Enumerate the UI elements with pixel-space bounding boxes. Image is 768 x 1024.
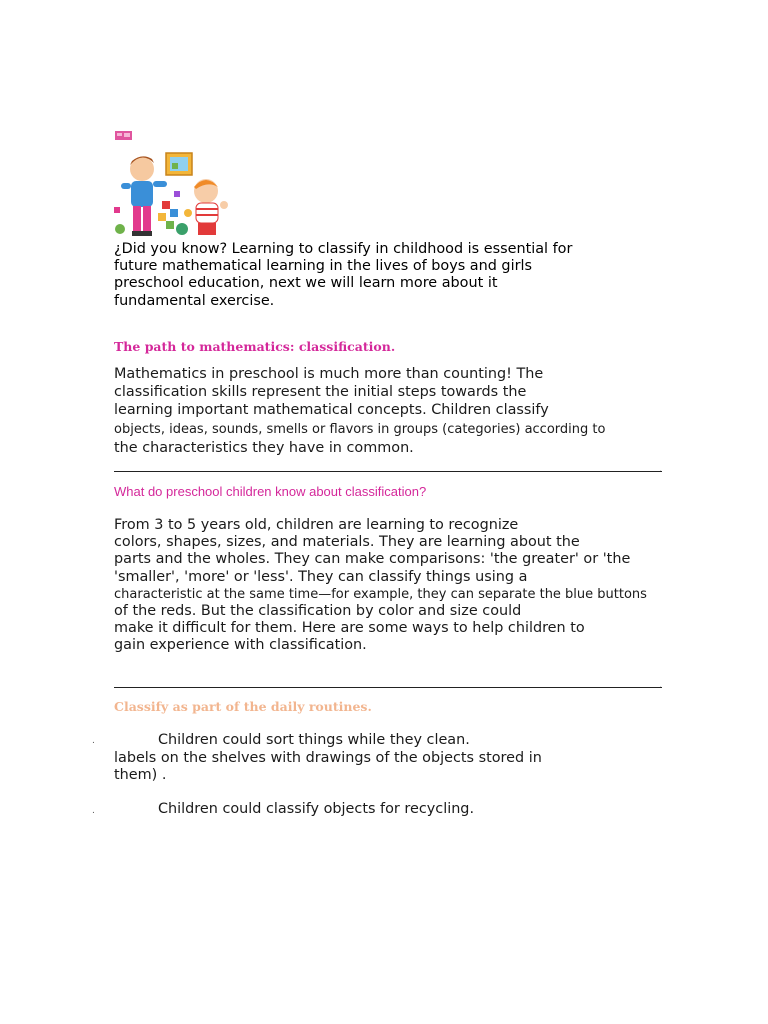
separator-line (114, 687, 662, 688)
bullet-text: Children could classify objects for recycling. (158, 801, 475, 817)
bullet-continuation: them) . (114, 767, 167, 783)
separator-end-mark: . (659, 464, 663, 475)
paragraph-line: Mathematics in preschool is much more than counting! The (114, 366, 544, 382)
paragraph-line: make it difficult for them. Here are some ways to help children to (114, 620, 585, 637)
paragraph-line: From 3 to 5 years old, children are learning to recognize (114, 517, 519, 533)
section1-paragraph (114, 366, 605, 457)
children-playing-illustration (112, 149, 232, 241)
paragraph-line: characteristic at the same time—for example, they can separate the blue buttons (114, 586, 647, 602)
section2-paragraph (114, 517, 647, 655)
separator-end-mark: . (659, 680, 663, 691)
paragraph-line: the characteristics they have in common. (114, 439, 414, 456)
paragraph-line: classification skills represent the initial steps towards the (114, 384, 527, 401)
intro-line: ¿Did you know? Learning to classify in childhood is essential for (114, 241, 573, 257)
section-heading-what-children-know: What do preschool children know about classification? (114, 484, 427, 499)
separator-line (114, 471, 662, 472)
paragraph-line: learning important mathematical concepts. Children classify (114, 402, 549, 419)
bullet-text: Children could sort things while they clean. (158, 732, 470, 748)
pink-marker-icon (114, 129, 134, 141)
intro-line: future mathematical learning in the lives of boys and girls (114, 258, 532, 275)
section-heading-daily-routines: Classify as part of the daily routines. (114, 699, 372, 714)
intro-paragraph (114, 241, 572, 310)
paragraph-line: of the reds. But the classification by color and size could (114, 603, 522, 620)
paragraph-line: colors, shapes, sizes, and materials. They are learning about the (114, 534, 580, 551)
bullet-marker: . (92, 806, 95, 816)
paragraph-line: parts and the wholes. They can make comparisons: 'the greater' or 'the (114, 551, 631, 568)
section-heading-path-to-math: The path to mathematics: classification. (114, 339, 396, 354)
intro-line: preschool education, next we will learn more about it (114, 275, 498, 292)
paragraph-line: gain experience with classification. (114, 637, 367, 654)
bullet-continuation: labels on the shelves with drawings of the objects stored in (114, 750, 542, 766)
paragraph-line: 'smaller', 'more' or 'less'. They can classify things using a (114, 568, 528, 585)
paragraph-line: objects, ideas, sounds, smells or flavors in groups (categories) according to (114, 421, 606, 437)
bullet-marker: . (92, 736, 95, 746)
intro-line: fundamental exercise. (114, 292, 275, 309)
